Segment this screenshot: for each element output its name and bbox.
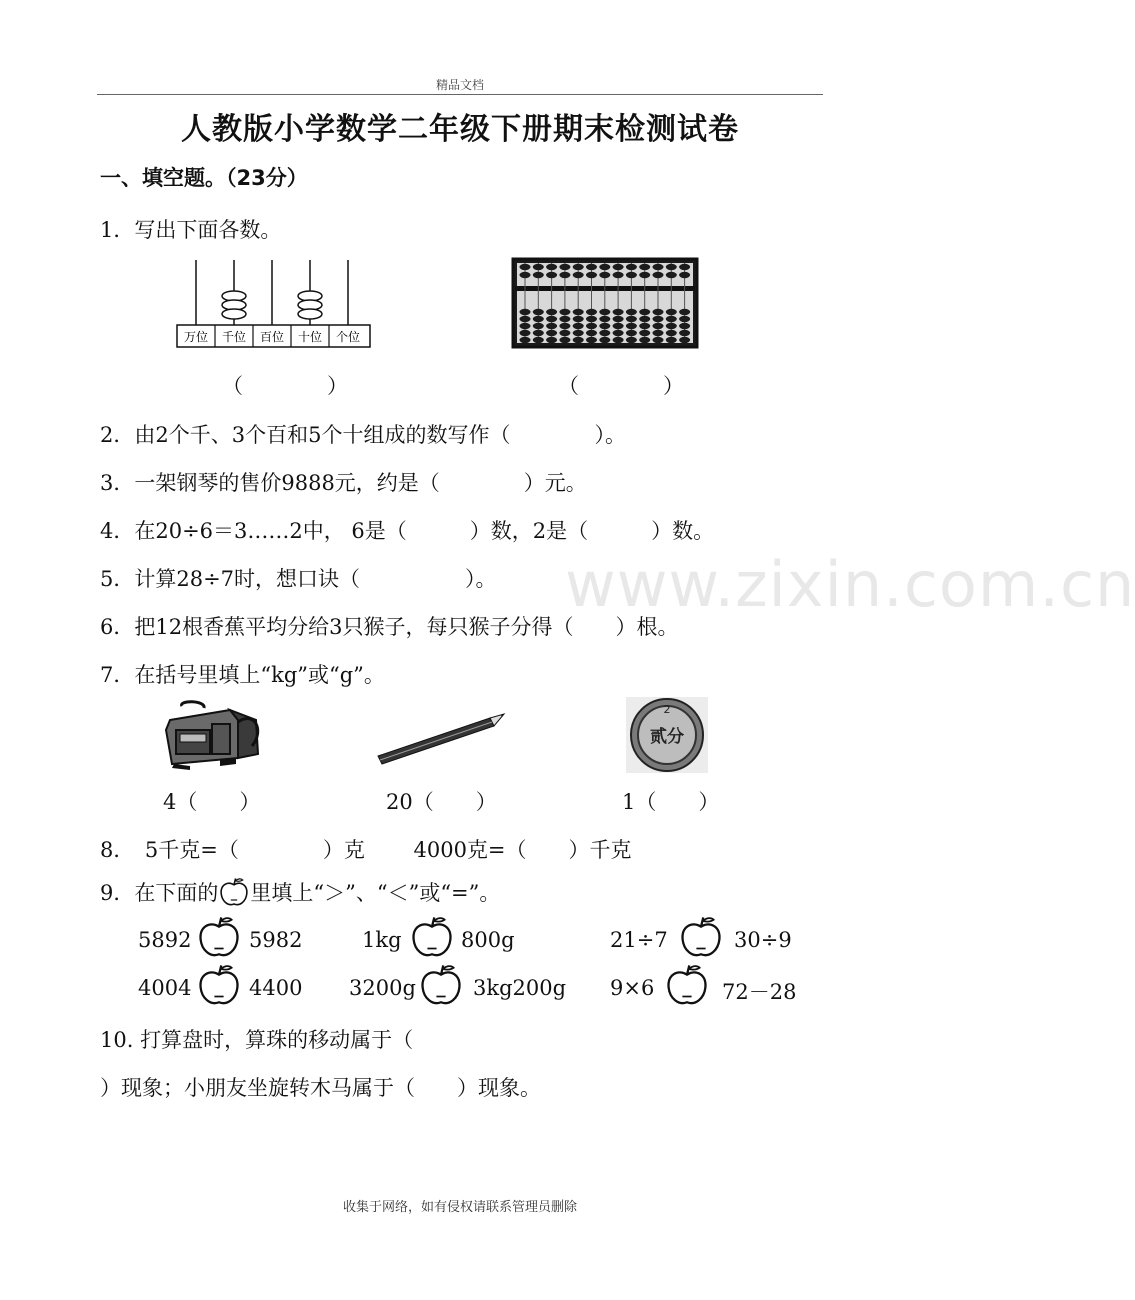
abacus-bead: [626, 309, 637, 315]
apple-icon: [218, 876, 250, 908]
abacus-bead: [573, 330, 584, 336]
abacus-bead: [533, 316, 544, 322]
watermark: www.zixin.com.cn: [565, 548, 1135, 621]
abacus-bead: [533, 309, 544, 315]
question-3: 3．一架钢琴的售价9888元，约是（ ）元。: [100, 471, 587, 495]
counting-frame-svg: [176, 258, 372, 350]
pencil-icon: [374, 708, 508, 766]
abacus-bead: [599, 337, 610, 343]
abacus-bead: [639, 264, 650, 270]
place-label-ge: 个位: [335, 330, 361, 344]
apple-icon[interactable]: [409, 914, 455, 960]
abacus-bead: [573, 272, 584, 278]
abacus-bead: [613, 330, 624, 336]
footer-note: 收集于网络，如有侵权请联系管理员删除: [342, 1200, 577, 1215]
backpack-icon: [160, 700, 264, 770]
abacus-bead: [666, 323, 677, 329]
question-2: 2．由2个千、3个百和5个十组成的数写作（ ）。: [100, 423, 626, 447]
abacus-bead: [559, 337, 570, 343]
question-6: 6．把12根香蕉平均分给3只猴子，每只猴子分得（ ）根。: [100, 615, 679, 639]
question-9: [100, 876, 500, 908]
abacus-bead: [520, 323, 531, 329]
question-9-text-after: 里填上“＞”、“＜”或“=”。: [250, 881, 501, 905]
abacus-bead: [533, 272, 544, 278]
header-label: 精品文档: [435, 78, 484, 92]
abacus-bead: [613, 309, 624, 315]
apple-icon[interactable]: [678, 914, 724, 960]
apple-icon[interactable]: [196, 914, 242, 960]
abacus-bead: [586, 330, 597, 336]
abacus-bead: [586, 272, 597, 278]
abacus-bead: [599, 323, 610, 329]
abacus-bead: [586, 337, 597, 343]
abacus-bead: [533, 323, 544, 329]
cmp-3-left: 21÷7: [610, 928, 668, 952]
abacus-bead: [639, 316, 650, 322]
abacus-bead: [520, 264, 531, 270]
abacus-bead: [533, 264, 544, 270]
abacus-bead: [613, 272, 624, 278]
abacus-bead: [626, 264, 637, 270]
abacus-bead: [626, 316, 637, 322]
abacus-bead: [586, 316, 597, 322]
place-label-bai: 百位: [259, 330, 285, 344]
q7-answer-pencil: 20（ ）: [386, 790, 497, 814]
abacus-bead: [666, 316, 677, 322]
cmp-2-left: 1kg: [362, 928, 402, 952]
abacus-bead: [559, 323, 570, 329]
question-7: 7．在括号里填上“kg”或“g”。: [100, 663, 385, 687]
cmp-2-right: 800g: [461, 928, 515, 952]
cmp-5-left: 3200g: [349, 976, 416, 1000]
question-5: 5．计算28÷7时，想口诀（ ）。: [100, 567, 497, 591]
abacus-bead: [599, 309, 610, 315]
abacus-bead: [586, 264, 597, 270]
abacus-bead: [666, 264, 677, 270]
place-label-wan: 万位: [183, 330, 209, 344]
abacus-bead: [666, 309, 677, 315]
abacus-bead: [599, 316, 610, 322]
place-label-shi: 十位: [297, 330, 323, 344]
page-title: 人教版小学数学二年级下册期末检测试卷: [181, 112, 739, 147]
question-1: 1．写出下面各数。: [100, 218, 282, 242]
abacus-bead: [679, 330, 690, 336]
abacus-bead: [666, 337, 677, 343]
abacus-bead: [573, 264, 584, 270]
q1-answer-left: （ ）: [222, 374, 348, 398]
abacus-bead: [546, 309, 557, 315]
abacus-bead: [546, 316, 557, 322]
q7-answer-backpack: 4（ ）: [163, 790, 261, 814]
abacus-bead: [653, 264, 664, 270]
abacus-bead: [546, 264, 557, 270]
abacus-bead: [573, 316, 584, 322]
abacus-bead: [639, 323, 650, 329]
abacus-bead: [613, 264, 624, 270]
q7-answer-coin: 1（ ）: [622, 790, 720, 814]
abacus-bead: [573, 337, 584, 343]
abacus-bead: [586, 309, 597, 315]
abacus-bead: [626, 337, 637, 343]
coin-image: [626, 697, 708, 773]
abacus-bead: [653, 316, 664, 322]
abacus-bead: [599, 264, 610, 270]
abacus-figure: [511, 257, 699, 349]
abacus-bead: [533, 337, 544, 343]
abacus-bead: [613, 316, 624, 322]
abacus-bead: [520, 330, 531, 336]
abacus-bead: [573, 323, 584, 329]
cmp-1-left: 5892: [138, 928, 192, 952]
cmp-4-right: 4400: [249, 976, 303, 1000]
question-8: 8． 5千克=（ ）克 4000克=（ ）千克: [100, 838, 632, 862]
abacus-bead: [639, 337, 650, 343]
abacus-bead: [546, 272, 557, 278]
abacus-bead: [666, 272, 677, 278]
question-9-text-before: 9．在下面的: [100, 881, 219, 905]
coin-label: 贰分: [650, 727, 684, 747]
svg-text:2: 2: [663, 703, 671, 716]
coin-icon: [626, 697, 708, 773]
question-4: 4．在20÷6＝3……2中， 6是（ ）数，2是（ ）数。: [100, 519, 715, 543]
abacus-bead: [559, 272, 570, 278]
abacus-bead: [679, 316, 690, 322]
abacus-bead: [679, 337, 690, 343]
abacus-bead: [653, 330, 664, 336]
abacus-bead: [653, 309, 664, 315]
counting-frame-figure: [176, 258, 372, 350]
abacus-bead: [639, 272, 650, 278]
abacus-svg: [511, 257, 699, 349]
abacus-bead: [559, 330, 570, 336]
q1-answer-right: （ ）: [558, 374, 684, 398]
header-rule: [97, 94, 823, 95]
abacus-bead: [613, 323, 624, 329]
cmp-3-right: 30÷9: [734, 928, 792, 952]
apple-icon[interactable]: [664, 962, 710, 1008]
abacus-bead: [666, 330, 677, 336]
abacus-bead: [573, 309, 584, 315]
abacus-bead: [653, 323, 664, 329]
abacus-bead: [639, 309, 650, 315]
cmp-4-left: 4004: [138, 976, 192, 1000]
abacus-bead: [653, 272, 664, 278]
abacus-bead: [559, 264, 570, 270]
cmp-6-right: 72－28: [722, 980, 797, 1004]
place-label-qian: 千位: [221, 330, 247, 344]
section-heading-fill-blank: 一、填空题。（23分）: [100, 166, 308, 190]
abacus-bead: [679, 323, 690, 329]
abacus-bead: [586, 323, 597, 329]
abacus-bead: [520, 309, 531, 315]
abacus-bead: [653, 337, 664, 343]
apple-icon[interactable]: [196, 962, 242, 1008]
abacus-bead: [626, 330, 637, 336]
abacus-bead: [546, 337, 557, 343]
abacus-bead: [639, 330, 650, 336]
abacus-bead: [626, 272, 637, 278]
abacus-bead: [546, 323, 557, 329]
apple-icon[interactable]: [418, 962, 464, 1008]
abacus-bead: [679, 272, 690, 278]
abacus-bead: [559, 316, 570, 322]
abacus-bead: [520, 337, 531, 343]
abacus-bead: [520, 316, 531, 322]
abacus-bead: [546, 330, 557, 336]
cmp-6-left: 9×6: [610, 976, 655, 1000]
cmp-5-right: 3kg200g: [473, 976, 567, 1000]
question-10-line-2: ）现象；小朋友坐旋转木马属于（ ）现象。: [100, 1076, 541, 1100]
backpack-image: [160, 700, 264, 770]
abacus-bead: [599, 330, 610, 336]
abacus-bead: [626, 323, 637, 329]
abacus-bead: [559, 309, 570, 315]
abacus-bead: [520, 272, 531, 278]
abacus-bead: [599, 272, 610, 278]
cmp-1-right: 5982: [249, 928, 303, 952]
abacus-bead: [679, 264, 690, 270]
abacus-bead: [533, 330, 544, 336]
abacus-bead: [679, 309, 690, 315]
abacus-bead: [613, 337, 624, 343]
question-10-line-1: 10. 打算盘时，算珠的移动属于（: [100, 1028, 414, 1052]
pencil-image: [374, 708, 508, 766]
